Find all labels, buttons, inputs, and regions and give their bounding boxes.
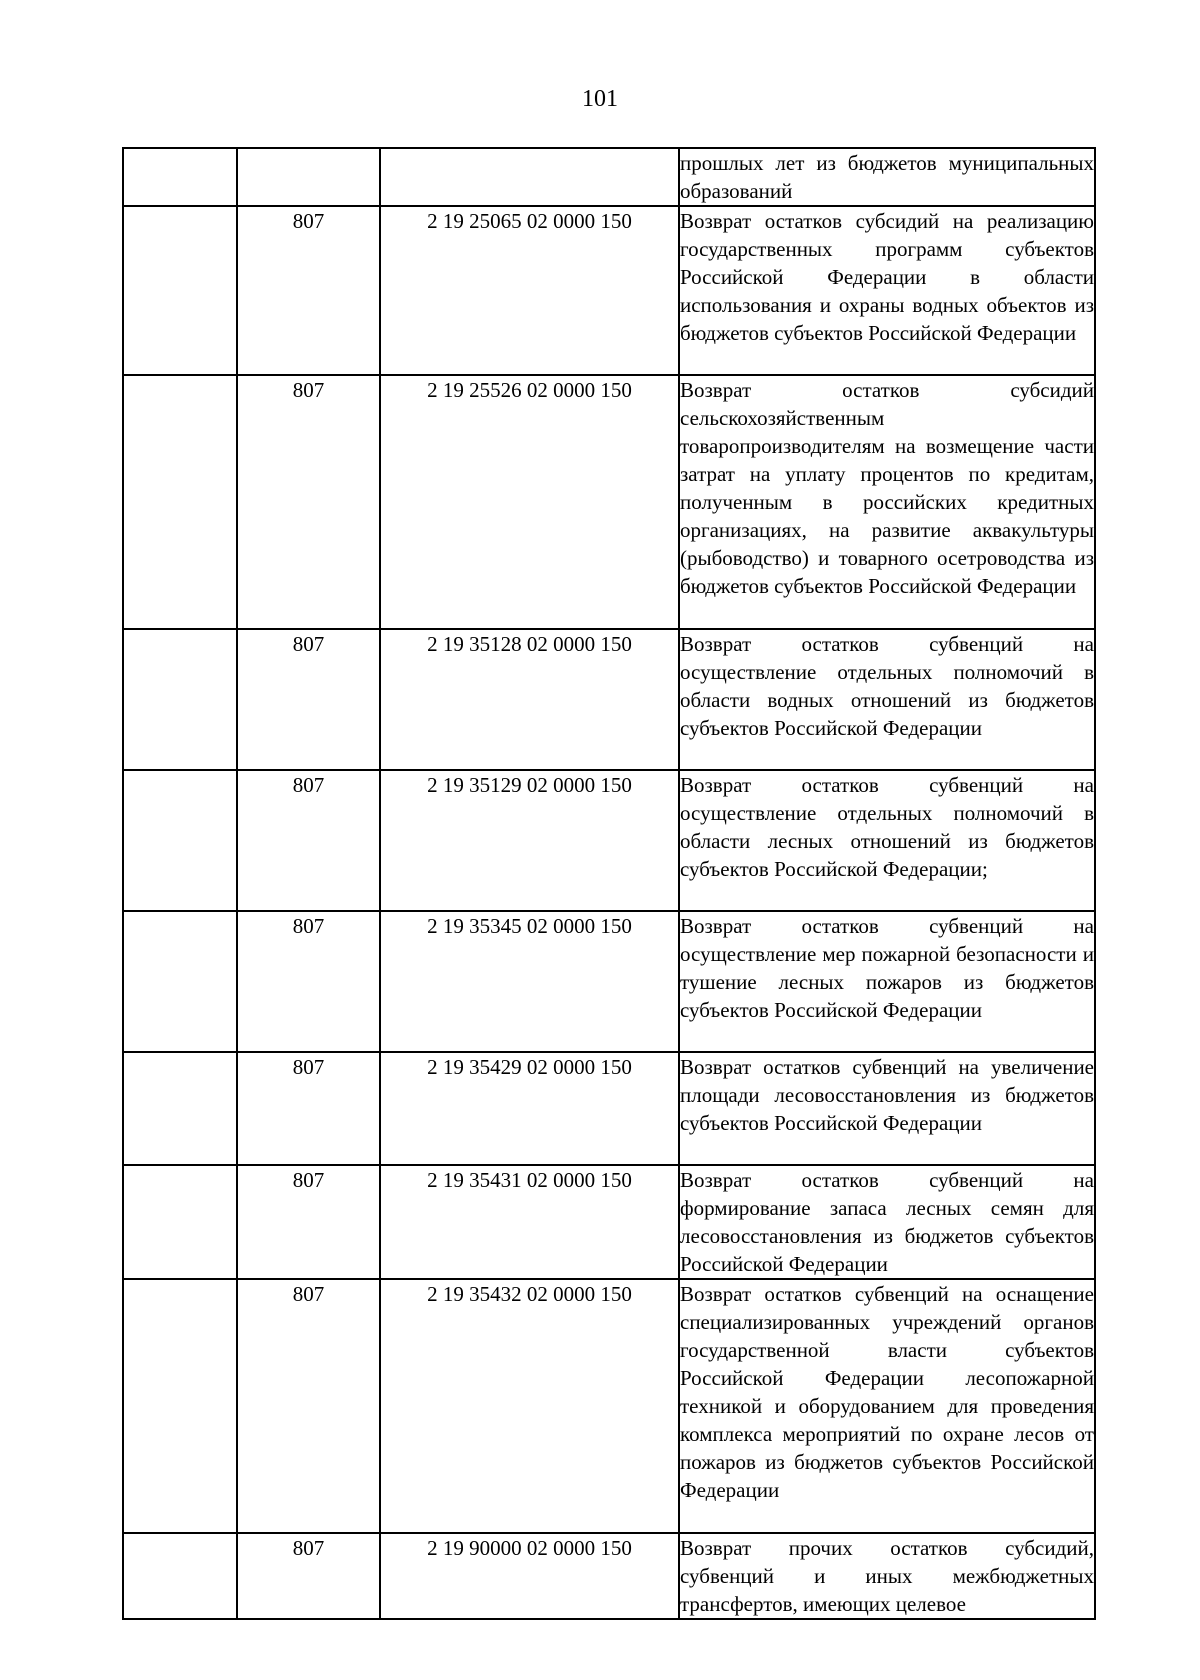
classification-code-cell: 2 19 35431 02 0000 150 <box>380 1165 679 1279</box>
admin-code-cell: 807 <box>237 1279 380 1533</box>
description-text: Возврат остатков субвенций на осуществление отдельных полномочий в области водных отношений из бюджетов субъектов Российской Федерации <box>680 632 1094 740</box>
description-cell <box>679 629 1095 770</box>
classification-code-cell: 2 19 35432 02 0000 150 <box>380 1279 679 1533</box>
empty-cell <box>123 1165 237 1279</box>
admin-code-cell: 807 <box>237 375 380 629</box>
description-cell <box>679 911 1095 1052</box>
table-row <box>123 1165 1095 1279</box>
page-number: 101 <box>582 86 618 112</box>
empty-cell <box>123 1052 237 1165</box>
classification-code-cell: 2 19 25065 02 0000 150 <box>380 206 679 375</box>
empty-cell <box>123 629 237 770</box>
admin-code-cell: 807 <box>237 1533 380 1619</box>
admin-code-cell: 807 <box>237 1165 380 1279</box>
empty-cell <box>123 1533 237 1619</box>
budget-codes-table <box>122 147 1096 1620</box>
table-row <box>123 1533 1095 1619</box>
table-row <box>123 629 1095 770</box>
description-text: прошлых лет из бюджетов муниципальных образований <box>680 151 1094 203</box>
empty-cell <box>123 375 237 629</box>
table-row <box>123 206 1095 375</box>
empty-cell <box>123 1279 237 1533</box>
table-row <box>123 1052 1095 1165</box>
classification-code-cell: 2 19 25526 02 0000 150 <box>380 375 679 629</box>
admin-code-cell: 807 <box>237 911 380 1052</box>
classification-code-cell: 2 19 35429 02 0000 150 <box>380 1052 679 1165</box>
description-cell <box>679 148 1095 206</box>
table-row <box>123 148 1095 206</box>
classification-code-cell: 2 19 90000 02 0000 150 <box>380 1533 679 1619</box>
admin-code-cell: 807 <box>237 1052 380 1165</box>
admin-code-cell: 807 <box>237 629 380 770</box>
description-text: Возврат прочих остатков субсидий, субвенций и иных межбюджетных трансфертов, имеющих целевое <box>680 1536 1094 1616</box>
table-row <box>123 1279 1095 1533</box>
empty-cell <box>123 770 237 911</box>
description-cell <box>679 770 1095 911</box>
description-text: Возврат остатков субсидий сельскохозяйственным товаропроизводителям на возмещение части затрат на уплату процентов по кредитам, полученным в российских кредитных организациях, на развитие аквакультуры (рыбоводство) и товарного осетроводства из бюджетов субъектов Российской Федерации <box>680 378 1094 598</box>
description-cell <box>679 206 1095 375</box>
description-cell <box>679 1165 1095 1279</box>
classification-code-cell <box>380 148 679 206</box>
description-cell <box>679 1533 1095 1619</box>
admin-code-cell <box>237 148 380 206</box>
table-row <box>123 911 1095 1052</box>
description-text: Возврат остатков субвенций на увеличение площади лесовосстановления из бюджетов субъектов Российской Федерации <box>680 1055 1094 1135</box>
empty-cell <box>123 148 237 206</box>
table-row <box>123 375 1095 629</box>
description-cell <box>679 1279 1095 1533</box>
admin-code-cell: 807 <box>237 206 380 375</box>
description-text: Возврат остатков субвенций на осуществление мер пожарной безопасности и тушение лесных пожаров из бюджетов субъектов Российской Федерации <box>680 914 1094 1022</box>
classification-code-cell: 2 19 35345 02 0000 150 <box>380 911 679 1052</box>
empty-cell <box>123 911 237 1052</box>
description-cell <box>679 375 1095 629</box>
description-text: Возврат остатков субвенций на оснащение специализированных учреждений органов государственной власти субъектов Российской Федерации лесопожарной техникой и оборудованием для проведения комплекса мероприятий по охране лесов от пожаров из бюджетов субъектов Российской Федерации <box>680 1282 1094 1502</box>
admin-code-cell: 807 <box>237 770 380 911</box>
classification-code-cell: 2 19 35129 02 0000 150 <box>380 770 679 911</box>
description-text: Возврат остатков субвенций на формирование запаса лесных семян для лесовосстановления из бюджетов субъектов Российской Федерации <box>680 1168 1094 1276</box>
table-row <box>123 770 1095 911</box>
description-cell <box>679 1052 1095 1165</box>
empty-cell <box>123 206 237 375</box>
classification-code-cell: 2 19 35128 02 0000 150 <box>380 629 679 770</box>
description-text: Возврат остатков субвенций на осуществление отдельных полномочий в области лесных отношений из бюджетов субъектов Российской Федерации; <box>680 773 1094 881</box>
description-text: Возврат остатков субсидий на реализацию государственных программ субъектов Российской Федерации в области использования и охраны водных объектов из бюджетов субъектов Российской Федерации <box>680 209 1094 345</box>
